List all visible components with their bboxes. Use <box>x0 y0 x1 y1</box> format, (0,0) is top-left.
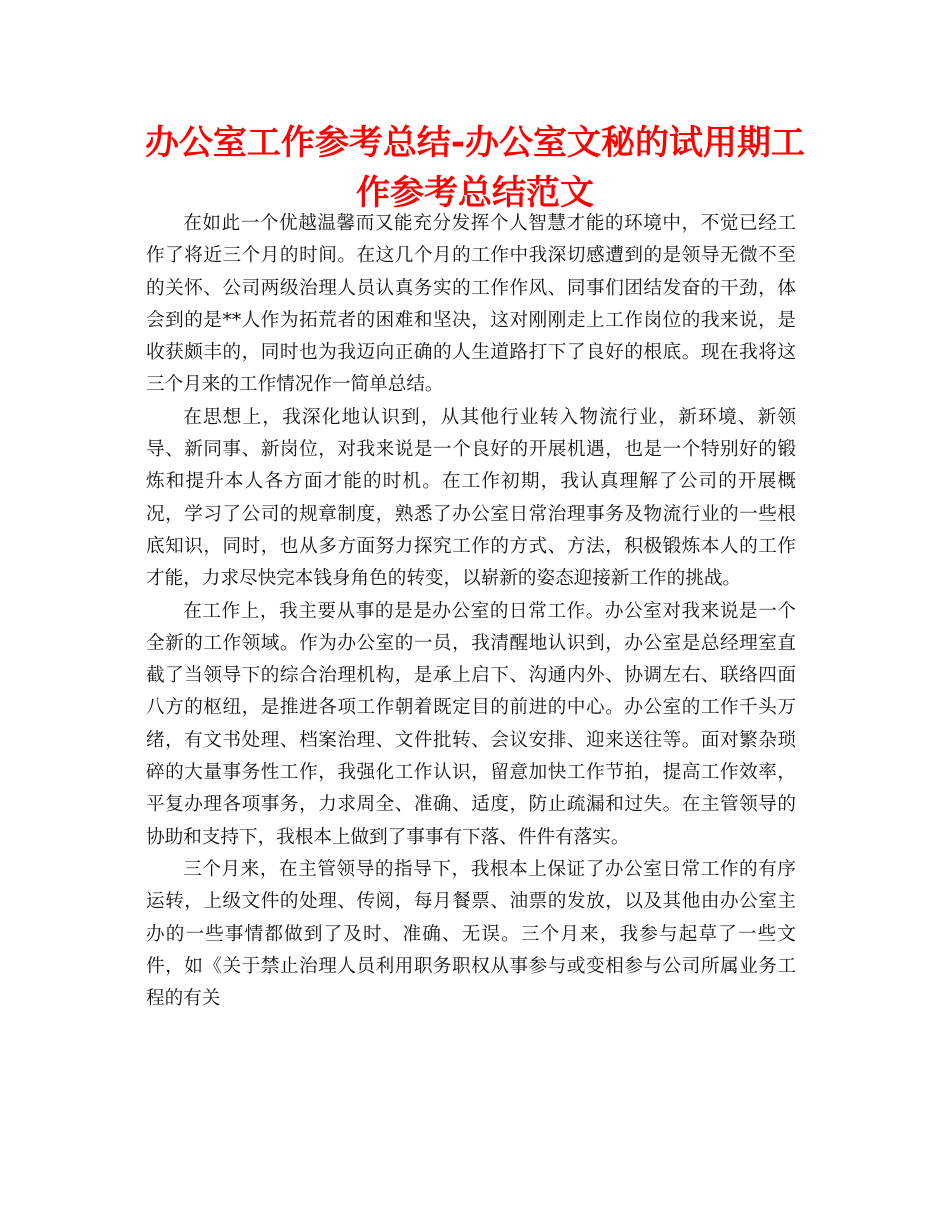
paragraph-1: 在如此一个优越温馨而又能充分发挥个人智慧才能的环境中，不觉已经工作了将近三个月的时间。在这几个月的工作中我深切感遭到的是领导无微不至的关怀、公司两级治理人员认真务实的工作作风、同事们团结发奋的干劲，体会到的是**人作为拓荒者的困难和坚决，这对刚刚走上工作岗位的我来说，是收获颇丰的，同时也为我迈向正确的人生道路打下了良好的根底。现在我将这三个月来的工作情况作一简单总结。 <box>146 213 796 396</box>
document-body <box>146 208 796 1015</box>
paragraph-4: 三个月来，在主管领导的指导下，我根本上保证了办公室日常工作的有序运转，上级文件的处理、传阅，每月餐票、油票的发放，以及其他由办公室主办的一些事情都做到了及时、准确、无误。三个月来，我参与起草了一些文件，如《关于禁止治理人员利用职务职权从事参与或变相参与公司所属业务工程的有关 <box>146 858 796 1010</box>
document-title: 办公室工作参考总结-办公室文秘的试用期工作参考总结范文 <box>144 123 806 213</box>
paragraph-3: 在工作上，我主要从事的是是办公室的日常工作。办公室对我来说是一个全新的工作领域。作为办公室的一员，我清醒地认识到，办公室是总经理室直截了当领导下的综合治理机构，是承上启下、沟通内外、协调左右、联络四面八方的枢纽，是推进各项工作朝着既定目的前进的中心。办公室的工作千头万绪，有文书处理、档案治理、文件批转、会议安排、迎来送往等。面对繁杂琐碎的大量事务性工作，我强化工作认识，留意加快工作节拍，提高工作效率，平复办理各项事务，力求周全、准确、适度，防止疏漏和过失。在主管领导的协助和支持下，我根本上做到了事事有下落、件件有落实。 <box>146 600 796 848</box>
paragraph-2: 在思想上，我深化地认识到，从其他行业转入物流行业，新环境、新领导、新同事、新岗位，对我来说是一个良好的开展机遇，也是一个特别好的锻炼和提升本人各方面才能的时机。在工作初期，我认真理解了公司的开展概况，学习了公司的规章制度，熟悉了办公室日常治理事务及物流行业的一些根底知识，同时，也从多方面努力探究工作的方式、方法，积极锻炼本人的工作才能，力求尽快完本钱身角色的转变，以崭新的姿态迎接新工作的挑战。 <box>146 406 796 590</box>
